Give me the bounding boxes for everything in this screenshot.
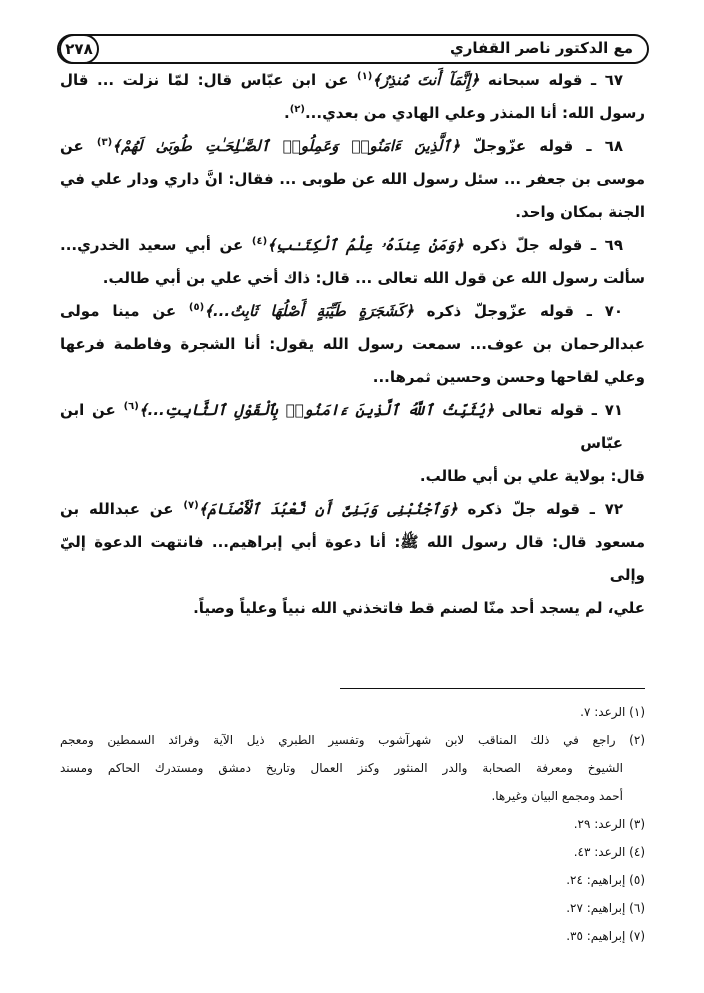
text-line (60, 493, 645, 526)
quran-verse: ﴿يُثَبِّتُ ٱللَّهُ ٱلَّذِينَ ءَامَنُوا۟ بِٱلْقَوْلِ ٱلثَّابِتِ...﴾ (138, 401, 494, 419)
footnote: (٢) راجع في ذلك المناقب لابن شهرآشوب وتفسير الطبري ذيل الآية وفرائد السمطين ومعجم (60, 733, 645, 747)
footnote: (١) الرعد: ٧. (580, 705, 645, 719)
text-line (60, 394, 645, 460)
text-segment: وعلي لقاحها وحسن وحسين ثمرها... (372, 368, 645, 386)
text-segment: ٦٩ ـ قوله جلّ ذكره (463, 236, 623, 254)
text-segment: ٧١ ـ قوله تعالى (494, 401, 623, 419)
page-number: ٢٧٨ (59, 34, 99, 64)
footnote-ref: (١) (357, 71, 373, 82)
text-segment: عن (60, 137, 97, 155)
header-title: مع الدكتور ناصر القفاري (450, 39, 633, 57)
footnote: (٤) الرعد: ٤٣. (573, 845, 645, 859)
text-line (60, 64, 645, 97)
footnote-ref: (٤) (251, 236, 268, 247)
text-segment: . (284, 104, 290, 122)
quran-verse: ﴿ٱلَّذِينَ ءَامَنُوا۟ وَعَمِلُوا۟ ٱلصَّـٰلِحَـٰتِ طُوبَىٰ لَهُمْ﴾ (112, 137, 460, 155)
footnote: (٧) إبراهيم: ٣٥. (566, 929, 645, 943)
main-text (60, 64, 645, 625)
text-segment: عن أبي سعيد الخدري... (60, 236, 252, 254)
text-segment: عبدالرحمان بن عوف... سمعت رسول الله يقول: أنا الشجرة وفاطمة فرعها (60, 335, 645, 353)
text-segment: ٧٠ ـ قوله عزّوجلّ ذكره (413, 302, 624, 320)
text-line (60, 163, 645, 196)
footnote: (٣) الرعد: ٢٩. (573, 817, 645, 831)
footnote: الشيوخ ومعرفة الصحابة والدر المنثور وكنز العمال وتاريخ دمشق ومستدرك الحاكم ومسند (60, 761, 623, 775)
text-segment: عن ابن عبّاس قال: لمّا نزلت ... قال (60, 71, 358, 89)
text-segment: سألت رسول الله عن قول الله تعالى ... قال: ذاك أخي علي بن أبي طالب. (102, 269, 645, 287)
footnote-ref: (٥) (188, 302, 205, 313)
text-line (60, 460, 645, 493)
text-segment: ٧٢ ـ قوله جلّ ذكره (457, 500, 623, 518)
text-line (60, 526, 645, 592)
text-segment: عن عبدالله بن (60, 500, 184, 518)
text-segment: ٦٧ ـ قوله سبحانه (479, 71, 623, 89)
text-line (60, 592, 645, 625)
text-line (60, 130, 645, 163)
footnote-ref: (٧) (183, 500, 199, 511)
quran-verse: ﴿وَمَنْ عِندَهُۥ عِلْمُ ٱلْكِتَـٰبِ﴾ (267, 236, 464, 254)
text-line (60, 361, 645, 394)
running-header (57, 34, 649, 64)
quran-verse: ﴿وَٱجْنُبْنِى وَبَنِىَّ أَن نَّعْبُدَ ٱلْأَصْنَامَ﴾ (198, 500, 458, 518)
footnote: (٥) إبراهيم: ٢٤. (566, 873, 645, 887)
text-line (60, 196, 645, 229)
text-segment: مسعود قال: قال رسول الله ﷺ: أنا دعوة أبي إبراهيم... فانتهت الدعوة إليّ وإلى (60, 533, 645, 584)
footnotes (60, 698, 645, 950)
footnote-separator (340, 688, 645, 689)
text-segment: الجنة بمكان واحد. (515, 203, 645, 221)
text-line (60, 295, 645, 328)
quran-verse: ﴿إِنَّمَآ أَنتَ مُنذِرٌ﴾ (372, 71, 480, 89)
text-line (60, 262, 645, 295)
text-segment: قال: بولاية علي بن أبي طالب. (419, 467, 645, 485)
text-segment: علي، لم يسجد أحد منّا لصنم قط فاتخذني الله نبياً وعلياً وصياً. (193, 599, 645, 617)
footnote: (٦) إبراهيم: ٢٧. (566, 901, 645, 915)
footnote-ref: (٦) (123, 401, 139, 412)
footnote: أحمد ومجمع البيان وغيرها. (491, 789, 623, 803)
text-segment: عن مينا مولى (60, 302, 189, 320)
text-segment: رسول الله: أنا المنذر وعلي الهادي من بعدي... (304, 104, 645, 122)
text-segment: ٦٨ ـ قوله عزّوجلّ (459, 137, 623, 155)
text-line (60, 328, 645, 361)
text-segment: عن ابن عبّاس (60, 401, 623, 452)
footnote-ref: (٣) (96, 137, 113, 148)
text-line (60, 97, 645, 130)
quran-verse: ﴿كَشَجَرَةٍ طَيِّبَةٍ أَصْلُهَا ثَابِتٌ...﴾ (204, 302, 414, 320)
text-line (60, 229, 645, 262)
text-segment: موسى بن جعفر ... سئل رسول الله عن طوبى ... فقال: انَّ داري ودار علي في (60, 170, 645, 188)
footnote-ref: (٢) (289, 104, 305, 115)
